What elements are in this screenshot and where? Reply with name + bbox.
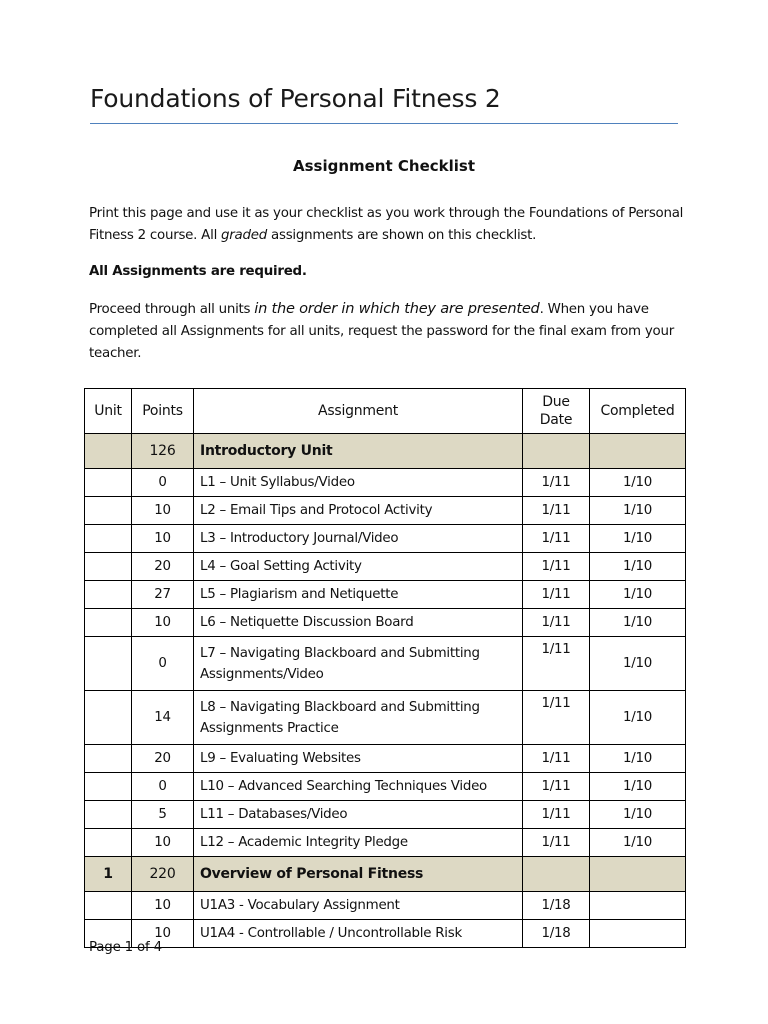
cell-completed: 1/10 [590, 553, 686, 581]
cell-completed [590, 920, 686, 948]
table-row [85, 892, 686, 920]
section-completed [590, 434, 686, 469]
cell-unit [85, 525, 132, 553]
cell-due: 1/18 [523, 892, 590, 920]
cell-completed: 1/10 [590, 581, 686, 609]
cell-due: 1/11 [523, 745, 590, 773]
cell-unit [85, 581, 132, 609]
cell-points: 10 [132, 497, 194, 525]
cell-points: 20 [132, 553, 194, 581]
cell-unit [85, 637, 132, 691]
table-row [85, 553, 686, 581]
cell-unit [85, 469, 132, 497]
cell-points: 0 [132, 469, 194, 497]
header-due-line1: Due [542, 394, 570, 410]
cell-points: 5 [132, 801, 194, 829]
order-emphasis: in the order in which they are presented [254, 300, 540, 317]
table-row [85, 609, 686, 637]
table-row [85, 773, 686, 801]
section-title: Overview of Personal Fitness [194, 857, 523, 892]
header-due-date [523, 389, 590, 434]
header-assignment: Assignment [194, 389, 523, 434]
table-row [85, 691, 686, 745]
cell-assignment: L8 – Navigating Blackboard and Submitting Assignments Practice [194, 691, 523, 745]
cell-due: 1/11 [523, 691, 590, 745]
cell-points: 20 [132, 745, 194, 773]
cell-due: 1/11 [523, 581, 590, 609]
cell-assignment: L12 – Academic Integrity Pledge [194, 829, 523, 857]
cell-points: 10 [132, 920, 194, 948]
table-row [85, 637, 686, 691]
section-unit [85, 434, 132, 469]
cell-due: 1/11 [523, 469, 590, 497]
assignment-checklist-table [84, 388, 686, 948]
intro-text-end: assignments are shown on this checklist. [267, 228, 537, 243]
table-row [85, 801, 686, 829]
section-row-introductory [85, 434, 686, 469]
cell-assignment: U1A3 - Vocabulary Assignment [194, 892, 523, 920]
intro-text-start: Print this page and use it as your checklist as you work through the Foundations of Personal Fitness 2 course. All [89, 206, 684, 243]
cell-unit [85, 553, 132, 581]
cell-due: 1/11 [523, 497, 590, 525]
cell-due: 1/11 [523, 637, 590, 691]
cell-completed: 1/10 [590, 801, 686, 829]
cell-assignment: L3 – Introductory Journal/Video [194, 525, 523, 553]
cell-completed: 1/10 [590, 497, 686, 525]
cell-assignment: L7 – Navigating Blackboard and Submitting Assignments/Video [194, 637, 523, 691]
table-row [85, 920, 686, 948]
table-row [85, 525, 686, 553]
cell-points: 10 [132, 609, 194, 637]
cell-points: 0 [132, 773, 194, 801]
cell-points: 10 [132, 829, 194, 857]
cell-unit [85, 497, 132, 525]
cell-completed: 1/10 [590, 469, 686, 497]
header-unit: Unit [85, 389, 132, 434]
table-row [85, 469, 686, 497]
cell-unit [85, 829, 132, 857]
section-due [523, 434, 590, 469]
table-row [85, 745, 686, 773]
order-instructions [89, 298, 689, 365]
cell-unit [85, 745, 132, 773]
cell-due: 1/11 [523, 801, 590, 829]
intro-emphasis-graded: graded [221, 228, 267, 243]
cell-assignment: L10 – Advanced Searching Techniques Video [194, 773, 523, 801]
cell-unit [85, 691, 132, 745]
section-points: 220 [132, 857, 194, 892]
table-header-row [85, 389, 686, 434]
checklist-heading: Assignment Checklist [292, 157, 475, 175]
page-number: Page 1 of 4 [89, 940, 162, 955]
cell-due: 1/11 [523, 829, 590, 857]
cell-completed: 1/10 [590, 691, 686, 745]
cell-completed [590, 892, 686, 920]
cell-unit [85, 773, 132, 801]
header-due-line2: Date [539, 412, 573, 428]
cell-completed: 1/10 [590, 773, 686, 801]
section-unit: 1 [85, 857, 132, 892]
cell-assignment: L5 – Plagiarism and Netiquette [194, 581, 523, 609]
cell-points: 14 [132, 691, 194, 745]
section-row-unit-1 [85, 857, 686, 892]
cell-completed: 1/10 [590, 609, 686, 637]
section-due [523, 857, 590, 892]
header-completed: Completed [590, 389, 686, 434]
order-text-end: . When you have completed all Assignments for all units, request the password for the final exam from your teacher. [89, 302, 674, 361]
required-notice: All Assignments are required. [89, 264, 307, 279]
cell-unit [85, 609, 132, 637]
table-row [85, 581, 686, 609]
section-points: 126 [132, 434, 194, 469]
cell-due: 1/18 [523, 920, 590, 948]
cell-points: 27 [132, 581, 194, 609]
cell-assignment: L1 – Unit Syllabus/Video [194, 469, 523, 497]
cell-assignment: L2 – Email Tips and Protocol Activity [194, 497, 523, 525]
cell-due: 1/11 [523, 525, 590, 553]
header-points: Points [132, 389, 194, 434]
cell-due: 1/11 [523, 553, 590, 581]
cell-completed: 1/10 [590, 829, 686, 857]
cell-points: 10 [132, 525, 194, 553]
cell-due: 1/11 [523, 609, 590, 637]
intro-paragraph [89, 203, 689, 247]
cell-assignment: U1A4 - Controllable / Uncontrollable Risk [194, 920, 523, 948]
cell-points: 10 [132, 892, 194, 920]
cell-assignment: L9 – Evaluating Websites [194, 745, 523, 773]
table-row [85, 829, 686, 857]
cell-completed: 1/10 [590, 745, 686, 773]
cell-assignment: L11 – Databases/Video [194, 801, 523, 829]
title-underline [90, 123, 678, 124]
order-text-start: Proceed through all units [89, 302, 255, 317]
document-title: Foundations of Personal Fitness 2 [90, 84, 501, 113]
section-title: Introductory Unit [194, 434, 523, 469]
cell-unit [85, 892, 132, 920]
section-completed [590, 857, 686, 892]
cell-unit [85, 801, 132, 829]
cell-assignment: L4 – Goal Setting Activity [194, 553, 523, 581]
cell-due: 1/11 [523, 773, 590, 801]
cell-points: 0 [132, 637, 194, 691]
table-row [85, 497, 686, 525]
cell-completed: 1/10 [590, 637, 686, 691]
cell-assignment: L6 – Netiquette Discussion Board [194, 609, 523, 637]
cell-completed: 1/10 [590, 525, 686, 553]
